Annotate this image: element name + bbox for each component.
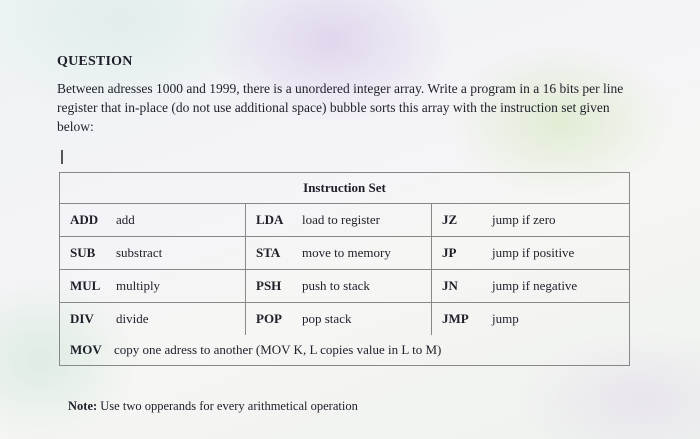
instruction-cell bbox=[246, 237, 432, 270]
table-row bbox=[60, 204, 630, 237]
instruction-cell bbox=[246, 204, 432, 237]
instruction-cell bbox=[60, 270, 246, 303]
instruction-cell bbox=[432, 237, 630, 270]
opcode: MUL bbox=[70, 278, 101, 293]
note-label: Note: bbox=[68, 399, 98, 413]
table-row bbox=[60, 270, 630, 303]
opcode: PSH bbox=[256, 278, 282, 293]
table-header-row bbox=[60, 173, 630, 204]
table-row bbox=[60, 335, 630, 366]
opcode: LDA bbox=[256, 212, 284, 227]
note-text: Use two opperands for every arithmetical operation bbox=[100, 399, 358, 413]
table-title: Instruction Set bbox=[60, 173, 630, 204]
instruction-cell bbox=[60, 303, 246, 336]
opcode-desc: jump if negative bbox=[492, 278, 578, 293]
opcode: POP bbox=[256, 311, 282, 326]
opcode-desc: load to register bbox=[302, 212, 380, 227]
opcode: JP bbox=[442, 245, 457, 260]
question-title: QUESTION bbox=[57, 54, 133, 69]
opcode-desc: jump bbox=[492, 311, 519, 326]
opcode-desc: jump if positive bbox=[492, 245, 575, 260]
opcode-desc: pop stack bbox=[302, 311, 352, 326]
instruction-cell bbox=[246, 303, 432, 336]
instruction-set-table bbox=[59, 172, 630, 366]
opcode-desc: copy one adress to another (MOV K, L copies value in L to M) bbox=[114, 342, 442, 357]
question-body: Between adresses 1000 and 1999, there is a unordered integer array. Write a program in a 16 bits per line register that in-place (do not use additional space) bubble sorts this array with the instruction set given below: bbox=[57, 81, 624, 134]
opcode: JN bbox=[442, 278, 458, 293]
table-row bbox=[60, 237, 630, 270]
opcode-desc: move to memory bbox=[302, 245, 391, 260]
opcode: DIV bbox=[70, 311, 94, 326]
opcode-desc: jump if zero bbox=[492, 212, 556, 227]
opcode-desc: substract bbox=[116, 245, 163, 260]
opcode-desc: divide bbox=[116, 311, 149, 326]
note bbox=[68, 399, 358, 414]
instruction-cell bbox=[60, 204, 246, 237]
opcode-desc: push to stack bbox=[302, 278, 370, 293]
instruction-cell bbox=[60, 237, 246, 270]
instruction-cell bbox=[432, 204, 630, 237]
opcode: JMP bbox=[442, 311, 469, 326]
instruction-cell bbox=[432, 270, 630, 303]
opcode: JZ bbox=[442, 212, 458, 227]
opcode-desc: multiply bbox=[116, 278, 161, 293]
instruction-cell bbox=[246, 270, 432, 303]
opcode: STA bbox=[256, 245, 281, 260]
opcode: MOV bbox=[70, 342, 102, 357]
mov-cell bbox=[60, 335, 630, 366]
table-row bbox=[60, 303, 630, 336]
instruction-cell bbox=[432, 303, 630, 336]
opcode-desc: add bbox=[116, 212, 135, 227]
opcode: ADD bbox=[70, 212, 99, 227]
opcode: SUB bbox=[70, 245, 96, 260]
text-cursor bbox=[61, 150, 63, 164]
